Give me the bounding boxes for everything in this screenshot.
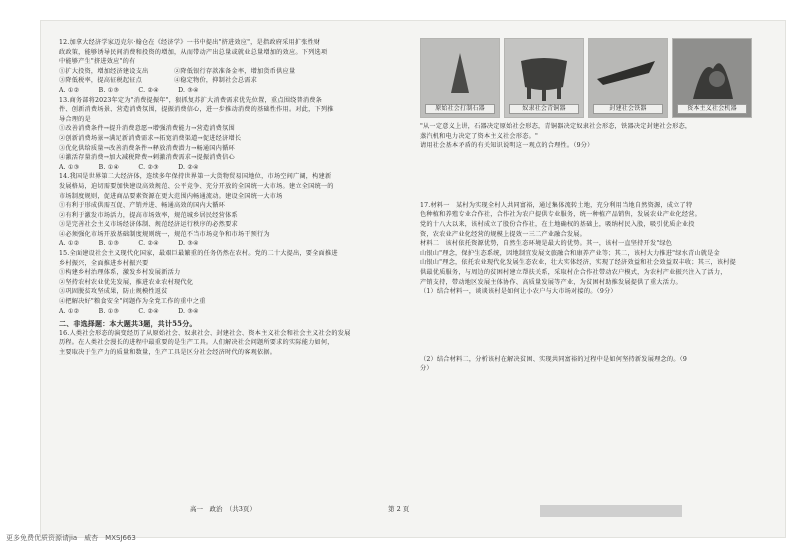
text-line: 12.加拿大经济学家迈克尔·翰仓在《经济学》一书中提出"挤进效应"，是指政府采用扩张性财 bbox=[59, 39, 321, 46]
photo-caption: 资本主义社会机器 bbox=[677, 104, 747, 114]
text-line: ④激活存量消费→加大减税降费→刺激消费需求→提振消费信心 bbox=[59, 154, 235, 162]
text-line: 资，农农业产业化经营的规模上提效一三二产业融合发展。 bbox=[420, 230, 587, 238]
text-line: ④必须强化市场开放基础制度规则统一，规范不当市场竞争和市场干预行为 bbox=[59, 230, 270, 238]
photo-strip bbox=[420, 32, 760, 118]
text-line: 党的十八大以来，该村成立了股份合作社，在土地确权的基础上，吸纳村民入股，吸引优质企业投 bbox=[420, 220, 695, 228]
photo-bronze-vessel bbox=[504, 38, 584, 118]
text-line: （1）结合材料一，谈谈该村是如何让小农户与大市场对接的。（9分） bbox=[420, 288, 617, 296]
text-line: 主要取决于生产力的质量和数量，生产工具是区分社会经济时代的客观依据。 bbox=[59, 349, 277, 356]
photo-caption: 奴隶社会青铜器 bbox=[509, 104, 579, 114]
text-line: ④把解决好"粮食安全"问题作为全党工作的重中之重 bbox=[59, 298, 206, 306]
text-line: ③巩固脱贫攻坚成果，防止规模性返贫 bbox=[59, 288, 168, 296]
text-line: 产销支持，带动地区发展主体协作、高质量发展等产业，为贫困村助推发展提供了重大活力。 bbox=[420, 278, 682, 286]
text-line: 请用社会基本矛盾的有关知识说明这一观点的合理性。（9分） bbox=[420, 142, 594, 150]
text-line: ③优化供给质量→改善消费条件→释放消费潜力→畅通国内循环 bbox=[59, 144, 235, 152]
footer-subject: 高一 政治 （共3页） bbox=[190, 505, 256, 513]
left-column bbox=[59, 38, 397, 358]
photo-machine bbox=[672, 38, 752, 118]
right-column bbox=[420, 32, 760, 374]
text-line: 色种植和养殖专业合作社，合作社为农户提供专业服务，统一种植产品销售，发展农业产业化经营。 bbox=[420, 211, 702, 219]
text-line: 16.人类社会形态的演变经历了从原始社会、奴隶社会、封建社会、资本主义社会和社会主义社会的发展 bbox=[59, 329, 351, 337]
text-line: ①构建乡村治理体系，激发乡村发展新活力 bbox=[59, 269, 181, 277]
text-line: ①有利于形成供需互促、产销并进、畅通高效的国内大循环 bbox=[59, 202, 226, 210]
text-line: 17.材料一 某村为实现全村人共同富裕，通过集体流转土地，充分利用当地自然资源，成立了特 bbox=[420, 201, 693, 209]
text-line: 山银山"理念，依托农业现代化发展生态农业，壮大实体经济，实现了经济效益和社会效益双丰收；其三，该村提 bbox=[420, 259, 737, 267]
question-16-prompt bbox=[420, 122, 760, 151]
text-line: （2）结合材料二，分析该村在解决贫困、实现共同富裕的过程中是如何坚持新发展理念的。（9 bbox=[420, 355, 688, 363]
text-line: 发展格局，迫切需要加快建设高效规范、公平竞争、充分开放的全国统一大市场。建立全国统一的 bbox=[59, 182, 334, 190]
watermark-text: 更多免费优质资源请jia 威杏 MXSJ663 bbox=[6, 534, 136, 542]
text-line: 中能够产生"挤进效应"的有 bbox=[59, 58, 136, 66]
text-line: ③是完善社会主义市场经济体制、规范经济运行秩序的必然要求 bbox=[59, 221, 238, 229]
text-line: 历程。在人类社会漫长的进程中最重要的是生产工具。人们解决社会问题所要求的实际能力如何， bbox=[59, 339, 334, 347]
question-17-part-2 bbox=[420, 355, 760, 374]
photo-caption: 原始社会打制石器 bbox=[425, 104, 495, 114]
text-line: 15.全面建设社会主义现代化国家，最艰巨最繁重的任务仍然在农村。党的二十大提出，要全面推进 bbox=[59, 250, 338, 258]
text-line: "从一定意义上讲，石器决定原始社会形态，青铜器决定奴隶社会形态，铁器决定封建社会形态， bbox=[420, 123, 692, 130]
text-line: A. ①② B. ①③ C. ②④ D. ③④ bbox=[59, 86, 199, 94]
text-line: 14.我国是世界第二大经济体，连续多年保持世界第一大货物贸易国地位，市场空间广阔，构建新 bbox=[59, 173, 332, 181]
text-line: 导合理的是 bbox=[59, 115, 91, 123]
text-line: 山银山"理念，保护生态系统，因地制宜发展文旅融合和康养产业等；其二，该村大力推进"绿水青山就是金 bbox=[420, 249, 720, 257]
redaction-bar bbox=[540, 505, 682, 517]
text-line: A. ①② B. ①③ C. ②④ D. ③④ bbox=[59, 307, 199, 315]
photo-stone-tool bbox=[420, 38, 500, 118]
text-line: ②创新消费场景→满足新消费需求→拓宽消费渠道→促进经济增长 bbox=[59, 134, 242, 142]
text-line: 件、创新消费场景、营造消费氛围，提振消费信心，进一步推动消费的基础性作用。对此，下列推 bbox=[59, 106, 334, 114]
text-line: 乡村振兴，全面推进乡村振兴要 bbox=[59, 259, 149, 267]
footer-page-number: 第 2 页 bbox=[388, 505, 410, 513]
section-heading: 二、非选择题：本大题共3题，共计55分。 bbox=[59, 319, 197, 329]
text-line: ①改善消费条件→提升消费意愿→增强消费能力→营造消费氛围 bbox=[59, 125, 235, 133]
photo-iron-tool bbox=[588, 38, 668, 118]
text-line: ②坚持农村农业优先发展，推进农业农村现代化 bbox=[59, 278, 194, 286]
text-line: 材料二 该村依托资源优势，自然生态环境是最大的优势。其一，该村一直坚持开发"绿色 bbox=[420, 240, 673, 248]
text-line: 市场制度规则，促进商品要素资源在更大范围内畅通流动。建设全国统一大市场 bbox=[59, 192, 283, 200]
text-line: A. ①③ B. ①④ C. ②③ D. ②④ bbox=[59, 163, 199, 171]
text-line: 蒸汽机和电力决定了资本主义社会形态。" bbox=[420, 132, 539, 140]
text-line: 政政策，能够诱导民间消费和投资的增加，从而带动产出总量或就业总量增加的效应。下列选项 bbox=[59, 48, 328, 56]
text-line: 供最优质服务，与周边的贫困村建立帮扶关系，采取村企合作社带动农户模式，为农村产业振兴注入了活力， bbox=[420, 268, 727, 276]
text-line: ②有利于激发市场活力，提高市场效率，规范城乡居民经营体系 bbox=[59, 211, 238, 219]
text-line: 分） bbox=[420, 365, 433, 373]
text-line: ③降低税率，提高征税起征点 ④稳定物价，抑制社会总需求 bbox=[59, 77, 258, 85]
text-line: ①扩大投资，增加经济建设支出 ②降低银行存款准备金率，增加货币供应量 bbox=[59, 67, 296, 75]
text-line: 13.商务部将2023年定为"消费提振年"，狠抓复苏扩大消费需求优先位置，重点围绕普消费条 bbox=[59, 96, 323, 104]
question-17-material bbox=[420, 201, 760, 297]
text-line: A. ①② B. ①③ C. ②④ D. ③④ bbox=[59, 240, 199, 248]
photo-caption: 封建社会铁器 bbox=[593, 104, 663, 114]
